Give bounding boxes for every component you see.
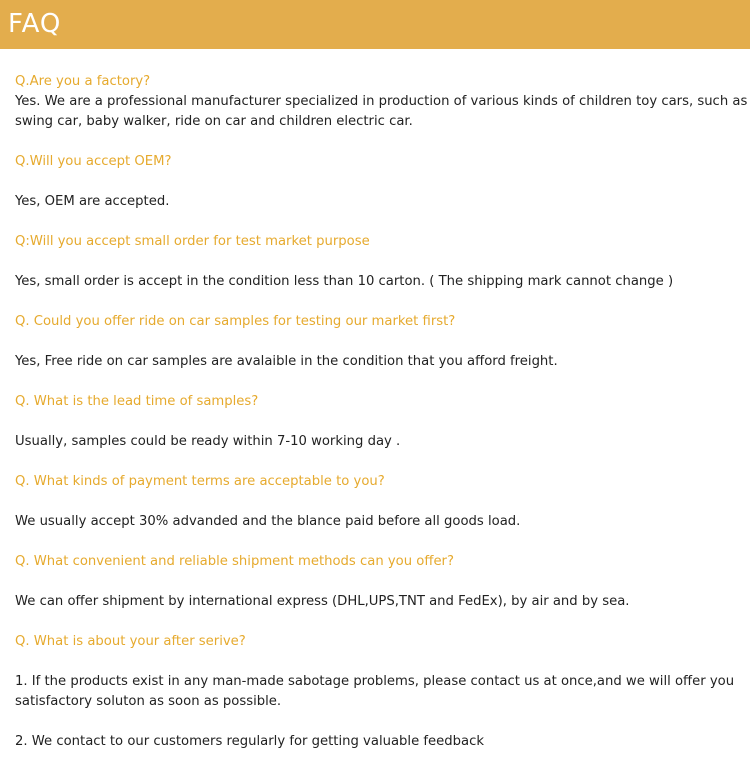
faq-answer-line: swing car, baby walker, ride on car and children electric car. bbox=[15, 114, 413, 129]
faq-answer-line: Yes, Free ride on car samples are avalaible in the condition that you afford freight. bbox=[15, 354, 558, 369]
page-title: FAQ bbox=[8, 9, 62, 39]
faq-answer-line: We usually accept 30% advanded and the blance paid before all goods load. bbox=[15, 514, 521, 529]
faq-answer-line: Yes, small order is accept in the condition less than 10 carton. ( The shipping mark cannot change ) bbox=[15, 274, 674, 289]
faq-question: Q. What is the lead time of samples? bbox=[15, 394, 259, 409]
faq-answer-line: We can offer shipment by international express (DHL,UPS,TNT and FedEx), by air and by sea. bbox=[15, 594, 630, 609]
faq-question: Q. What convenient and reliable shipment methods can you offer? bbox=[15, 554, 454, 569]
faq-header bbox=[0, 0, 750, 49]
faq-question: Q.Will you accept OEM? bbox=[15, 154, 172, 169]
faq-question: Q. What is about your after serive? bbox=[15, 634, 246, 649]
faq-answer-line: Yes, OEM are accepted. bbox=[15, 194, 170, 209]
faq-answer-line: 2. We contact to our customers regularly for getting valuable feedback bbox=[15, 734, 484, 749]
faq-question: Q. What kinds of payment terms are acceptable to you? bbox=[15, 474, 385, 489]
faq-question: Q.Are you a factory? bbox=[15, 74, 151, 89]
faq-answer-line: satisfactory soluton as soon as possible. bbox=[15, 694, 282, 709]
faq-question: Q:Will you accept small order for test market purpose bbox=[15, 234, 370, 249]
faq-question: Q. Could you offer ride on car samples for testing our market first? bbox=[15, 314, 456, 329]
faq-answer-line: Yes. We are a professional manufacturer specialized in production of various kinds of children toy cars, such as bbox=[15, 94, 748, 109]
faq-answer-line: Usually, samples could be ready within 7-10 working day . bbox=[15, 434, 401, 449]
faq-answer-line: 1. If the products exist in any man-made sabotage problems, please contact us at once,and we will offer you bbox=[15, 674, 735, 689]
